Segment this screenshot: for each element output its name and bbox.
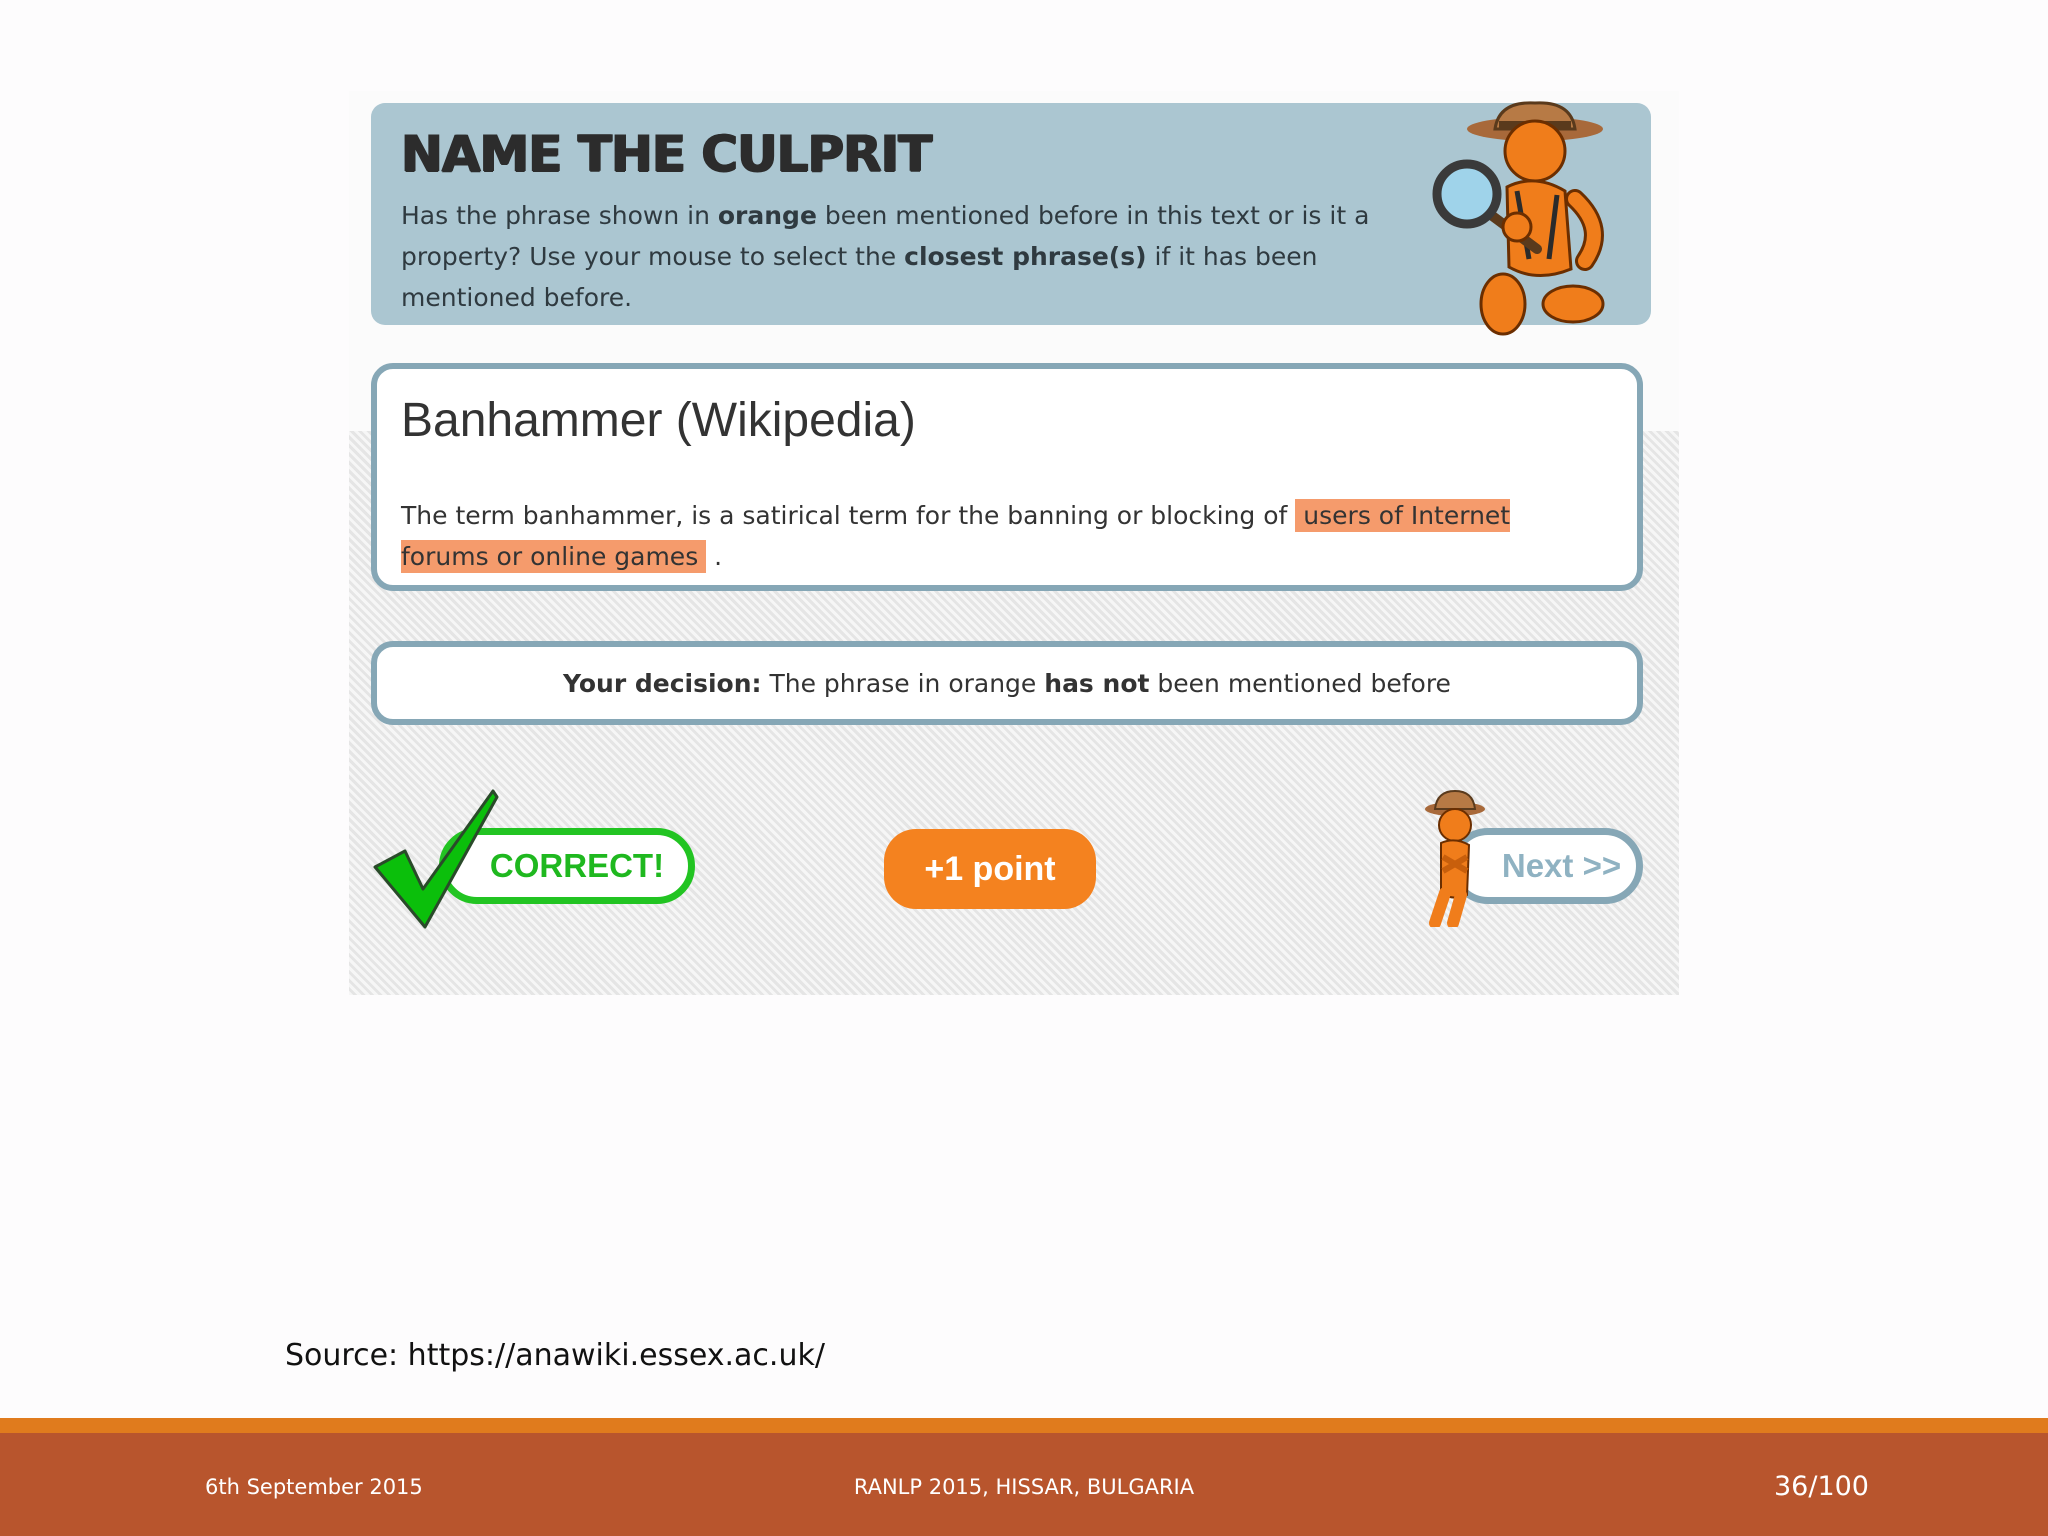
footer-date: 6th September 2015 bbox=[205, 1475, 423, 1499]
game-title: NAME THE CULPRIT bbox=[401, 125, 932, 183]
document-text bbox=[401, 495, 1601, 577]
decision-box bbox=[371, 641, 1643, 725]
document-text-after: . bbox=[706, 542, 723, 571]
game-header-panel bbox=[371, 103, 1651, 325]
detective-magnifier-icon bbox=[1425, 99, 1625, 339]
points-badge: +1 point bbox=[884, 829, 1096, 909]
document-title: Banhammer (Wikipedia) bbox=[401, 394, 916, 447]
document-text-before: The term banhammer, is a satirical term for the banning or blocking of bbox=[401, 501, 1296, 530]
decision-part: been mentioned before bbox=[1149, 668, 1451, 698]
correct-badge: CORRECT! bbox=[439, 828, 695, 904]
detective-leaning-icon bbox=[1415, 787, 1495, 927]
footer-stripe bbox=[0, 1418, 2048, 1433]
footer-event: RANLP 2015, HISSAR, BULGARIA bbox=[853, 1475, 1195, 1499]
footer-page-number: 36/100 bbox=[1774, 1471, 1869, 1502]
source-citation: Source: https://anawiki.essex.ac.uk/ bbox=[285, 1338, 825, 1373]
instructions-orange: orange bbox=[717, 201, 817, 230]
next-button[interactable]: Next >> bbox=[1450, 828, 1643, 904]
highlighted-phrase[interactable]: users of Internet forums or online games bbox=[401, 501, 1511, 571]
checkmark-icon bbox=[371, 789, 501, 929]
decision-label: Your decision: bbox=[563, 668, 762, 698]
instructions-closest-phrase: closest phrase(s) bbox=[904, 242, 1147, 271]
instructions-part: Has the phrase shown in bbox=[401, 201, 718, 230]
decision-emphasis: has not bbox=[1044, 668, 1150, 698]
game-screenshot bbox=[349, 91, 1679, 995]
document-card bbox=[371, 363, 1643, 591]
decision-text bbox=[563, 669, 1451, 698]
instructions-part: if it has been mentioned before. bbox=[401, 242, 1318, 312]
slide-footer bbox=[0, 1433, 2048, 1536]
instructions-part: been mentioned before in this text or is it a property? Use your mouse to select the bbox=[401, 201, 1370, 271]
game-instructions bbox=[401, 195, 1411, 318]
decision-part: The phrase in orange bbox=[761, 668, 1045, 698]
